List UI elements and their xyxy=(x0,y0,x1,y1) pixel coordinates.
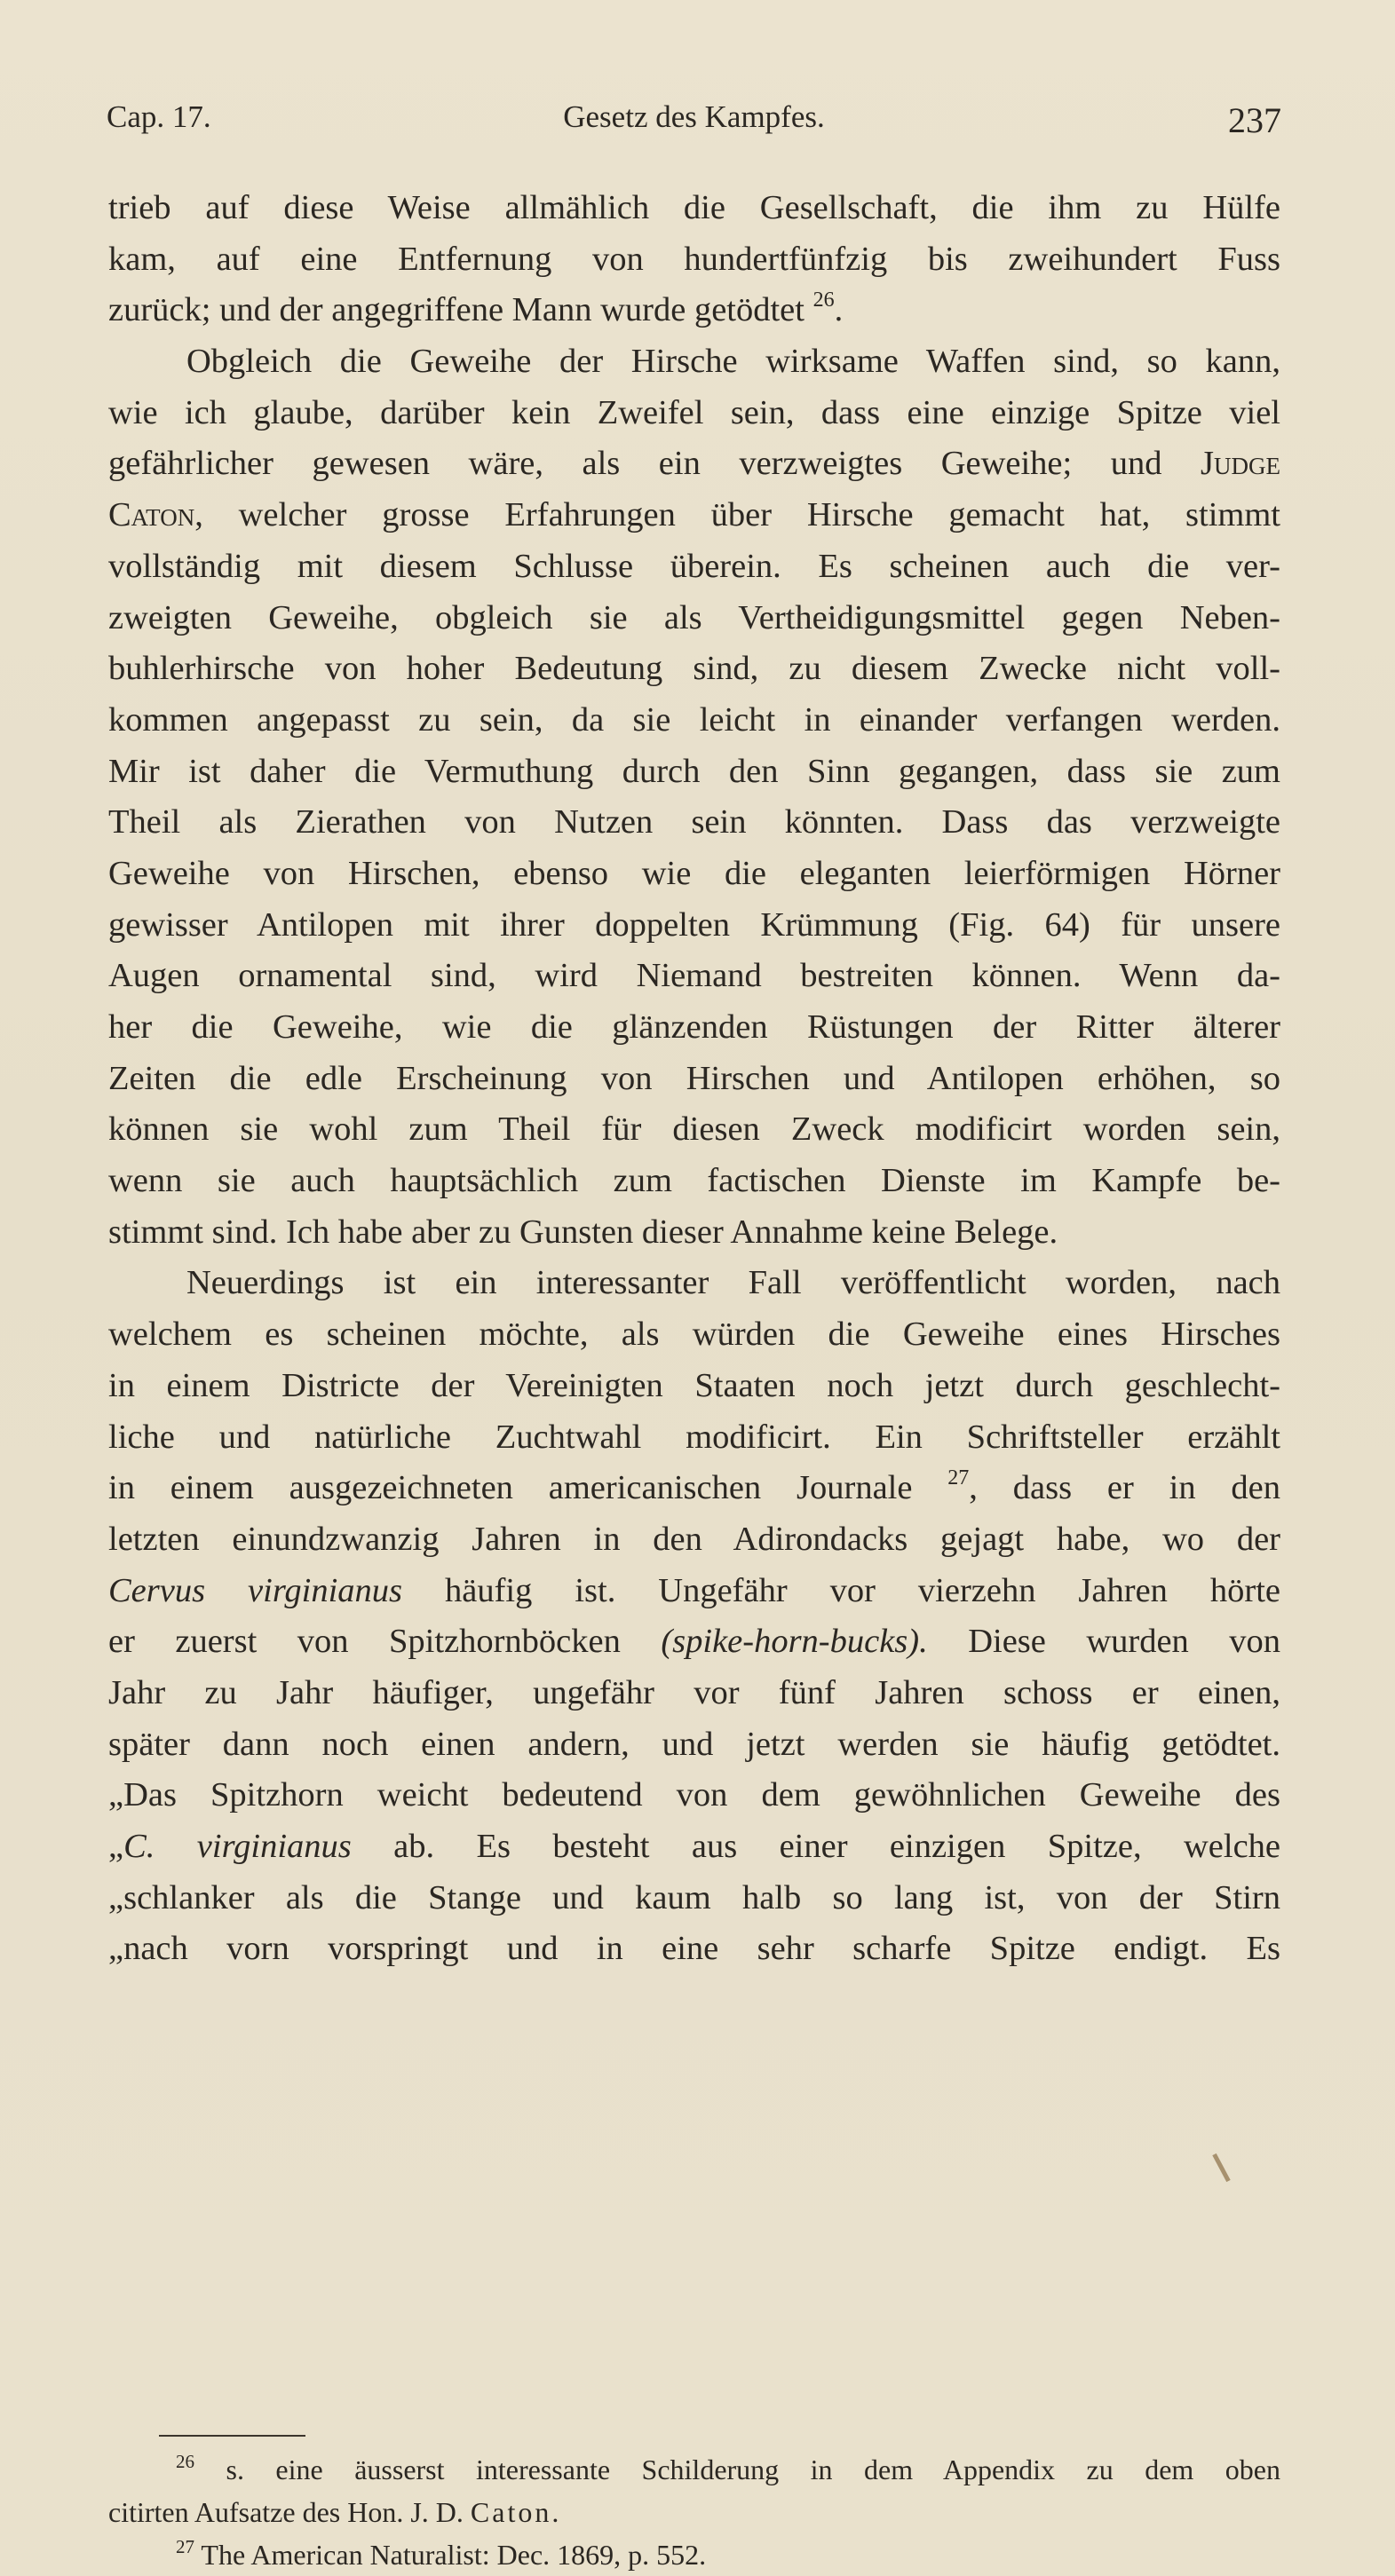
page-number: 237 xyxy=(1228,100,1281,140)
text-line: Zeiten die edle Erscheinung von Hirschen und Antilopen erhöhen, so xyxy=(108,1059,1280,1097)
text-line: her die Geweihe, wie die glänzenden Rüstungen der Ritter älterer xyxy=(108,1008,1280,1046)
ink-mark xyxy=(1212,2153,1230,2182)
author-name-judge: Judge xyxy=(1201,445,1281,483)
text-line: „schlanker als die Stange und kaum halb so lang ist, von der Stirn xyxy=(108,1878,1280,1916)
footnote-text: s. eine äusserst interessante Schilderung in dem Appendix zu dem oben xyxy=(194,2454,1280,2485)
text-segment: gefährlicher gewesen wäre, als ein verzweigtes Geweihe; und xyxy=(108,445,1162,483)
text-line: welchem es scheinen möchte, als würden die Geweihe eines Hirsches xyxy=(108,1316,1280,1354)
text-line: später dann noch einen andern, und jetzt werden sie häufig getödtet. xyxy=(108,1725,1280,1763)
species-name: C. virginianus xyxy=(123,1828,352,1865)
footnote-divider xyxy=(159,2435,305,2437)
text-line: Geweihe von Hirschen, ebenso wie die eleganten leierförmigen Hörner xyxy=(108,854,1280,892)
text-line: vollständig mit diesem Schlusse überein. Es scheinen auch die ver- xyxy=(108,547,1280,585)
running-header xyxy=(107,99,1281,144)
text-line: kommen angepasst zu sein, da sie leicht in einander verfangen werden. xyxy=(108,700,1280,739)
author-name-caton: Caton xyxy=(470,2496,552,2528)
text-segment: in einem ausgezeichneten americanischen Journale xyxy=(108,1469,913,1507)
text-line: Mir ist daher die Vermuthung durch den Sinn gegangen, dass sie zum xyxy=(108,752,1280,790)
punctuation: . xyxy=(551,2496,559,2528)
footnotes xyxy=(108,2448,1280,2576)
footnote-ref-26: 26 xyxy=(812,288,835,312)
species-name: Cervus virginianus xyxy=(108,1571,403,1609)
text-line: stimmt sind. Ich habe aber zu Gunsten dieser Annahme keine Belege. xyxy=(108,1213,1058,1251)
footnote-number: 26 xyxy=(176,2451,194,2472)
text-line: wenn sie auch hauptsächlich zum factischen Dienste im Kampfe be- xyxy=(108,1162,1280,1200)
text-segment: ab. Es besteht aus einer einzigen Spitze, welche xyxy=(351,1828,1280,1865)
text-line: in einem Districte der Vereinigten Staaten noch jetzt durch geschlecht- xyxy=(108,1366,1280,1404)
text-line: Neuerdings ist ein interessanter Fall veröffentlicht worden, nach xyxy=(186,1264,1280,1302)
text-segment: Diese wurden von xyxy=(927,1623,1280,1661)
running-title: Gesetz des Kampfes. xyxy=(563,99,825,134)
text-line: Jahr zu Jahr häufiger, ungefähr vor fünf Jahren schoss er einen, xyxy=(108,1673,1280,1711)
footnote-ref-27: 27 xyxy=(947,1466,970,1490)
text-segment: häufig ist. Ungefähr vor vierzehn Jahren hörte xyxy=(402,1571,1280,1609)
text-line: zweigten Geweihe, obgleich sie als Vertheidigungsmittel gegen Neben- xyxy=(108,598,1280,636)
text-segment: er zuerst von Spitzhornböcken xyxy=(108,1623,662,1661)
text-line: gewisser Antilopen mit ihrer doppelten Krümmung (Fig. 64) für unsere xyxy=(108,905,1280,944)
footnote-text: The American Naturalist: Dec. 1869, p. 552. xyxy=(194,2539,707,2571)
text-line: letzten einundzwanzig Jahren in den Adirondacks gejagt habe, wo der xyxy=(108,1520,1280,1558)
text-line: Augen ornamental sind, wird Niemand bestreiten können. Wenn da- xyxy=(108,957,1280,995)
text-line xyxy=(108,1821,1280,1873)
text-segment: , welcher grosse Erfahrungen über Hirsche gemacht hat, stimmt xyxy=(194,496,1280,534)
text-line: kam, auf eine Entfernung von hundertfünfzig bis zweihundert Fuss xyxy=(108,240,1280,278)
quote-mark: „ xyxy=(108,1828,124,1865)
text-line xyxy=(108,1616,1280,1668)
footnote-text: citirten Aufsatze des Hon. J. D. xyxy=(108,2496,471,2528)
footnote-26 xyxy=(108,2448,1280,2491)
text-line xyxy=(108,285,1280,336)
text-line xyxy=(108,439,1280,490)
footnote-26-cont xyxy=(108,2491,1280,2533)
text-segment: , dass er in den xyxy=(969,1469,1281,1507)
text-segment: zurück; und der angegriffene Mann wurde getödtet xyxy=(108,291,805,329)
text-line: Theil als Zierathen von Nutzen sein könnten. Dass das verzweigte xyxy=(108,803,1280,842)
footnote-27 xyxy=(108,2533,1280,2576)
text-line xyxy=(108,1566,1280,1617)
body-text xyxy=(108,183,1280,1975)
text-line: trieb auf diese Weise allmählich die Gesellschaft, die ihm zu Hülfe xyxy=(108,189,1280,226)
footnote-number: 27 xyxy=(176,2536,194,2557)
text-line: wie ich glaube, darüber kein Zweifel sein, dass eine einzige Spitze viel xyxy=(108,393,1280,431)
text-line xyxy=(108,490,1280,541)
chapter-label: Cap. 17. xyxy=(107,99,211,134)
text-line: Obgleich die Geweihe der Hirsche wirksame Waffen sind, so kann, xyxy=(186,343,1280,381)
text-line: liche und natürliche Zuchtwahl modificirt. Ein Schriftsteller erzählt xyxy=(108,1418,1280,1456)
english-term: (spike-horn-bucks). xyxy=(661,1623,928,1661)
text-line xyxy=(108,1463,1280,1514)
text-line: buhlerhirsche von hoher Bedeutung sind, zu diesem Zwecke nicht voll- xyxy=(108,650,1280,688)
text-line: „Das Spitzhorn weicht bedeutend von dem gewöhnlichen Geweihe des xyxy=(108,1776,1280,1814)
punctuation: . xyxy=(834,291,844,329)
text-line: können sie wohl zum Theil für diesen Zweck modificirt worden sein, xyxy=(108,1110,1280,1149)
text-line: „nach vorn vorspringt und in eine sehr scharfe Spitze endigt. Es xyxy=(108,1930,1280,1968)
author-name-caton: Caton xyxy=(108,496,195,534)
